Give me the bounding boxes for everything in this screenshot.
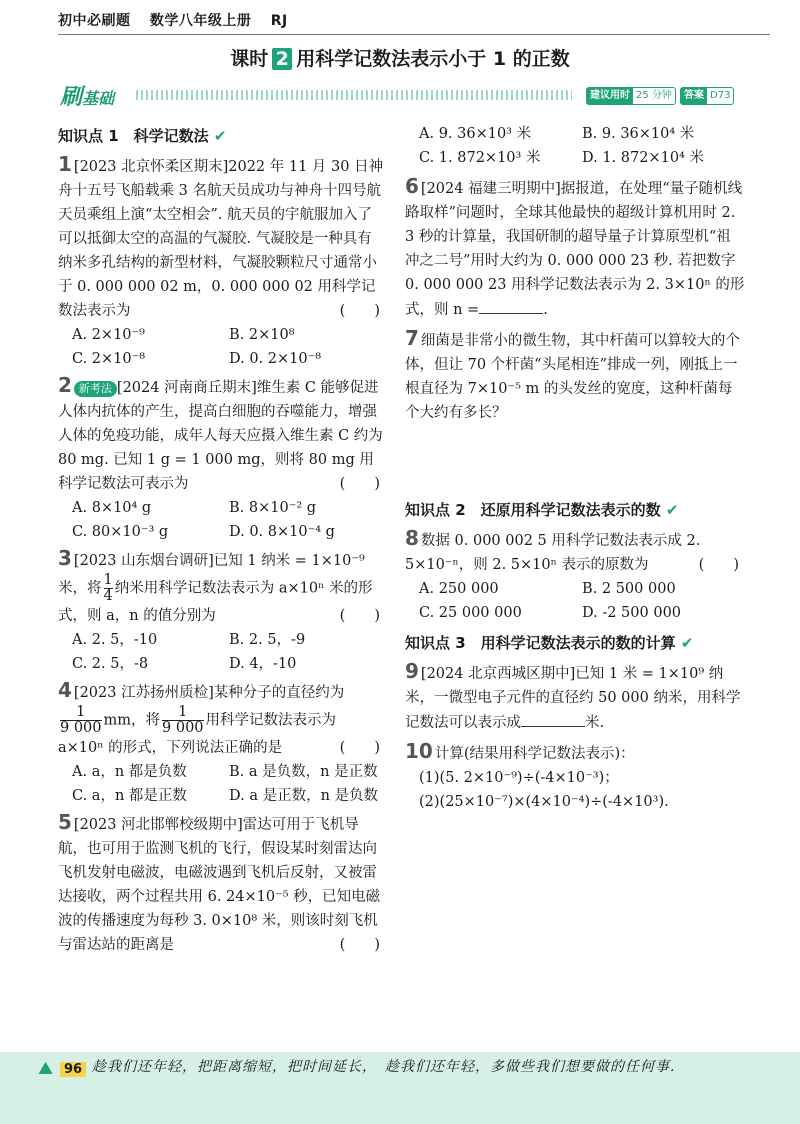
edition-name: RJ	[270, 13, 288, 29]
fraction-denominator: 9 000	[60, 720, 102, 736]
page-number: 96	[60, 1062, 86, 1077]
option-d: D. 0. 8×10⁻⁴ g	[229, 524, 335, 540]
lesson-prefix: 课时	[230, 48, 269, 70]
option-b: B. 2 500 000	[582, 581, 676, 597]
question-text: [2023 河北邯郸校级期中]雷达可用于飞机导航，也可用于监测飞机的飞行，假设某时刻雷达向飞机发射电磁波，电磁波遇到飞机后反射，又被雷达接收，两个过程共用 6. 24×10⁻⁵ 秒，已知电磁波的传播速度为每秒 3. 0×10⁸ 米，则该时刻飞机与雷达站的距离是	[58, 817, 381, 953]
option-d: D. 0. 2×10⁻⁸	[229, 351, 322, 367]
question-number: 6	[405, 174, 419, 198]
book-name: 初中必刷题	[58, 13, 131, 29]
band-stripes	[136, 90, 572, 100]
left-column	[58, 122, 386, 959]
question-text: 数据 0. 000 002 5 用科学记数法表示成 2. 5×10⁻ⁿ，则 2. 5×10ⁿ 表示的原数为	[405, 533, 701, 573]
sub-item-2: (2)(25×10⁻⁷)×(4×10⁻⁴)÷(-4×10³).	[419, 794, 669, 810]
knowledge-point-1	[58, 124, 386, 148]
option-d: D. 1. 872×10⁴ 米	[582, 150, 704, 166]
question-5	[58, 810, 386, 957]
question-end: 米.	[585, 715, 605, 731]
option-d: D. 4，-10	[229, 656, 297, 672]
check-icon: ✔	[213, 127, 227, 145]
option-a: A. 250 000	[419, 581, 499, 597]
kp3-title: 知识点 3 用科学记数法表示的数的计算	[405, 634, 676, 652]
question-7	[405, 326, 745, 496]
page-footer	[0, 1052, 800, 1124]
question-1	[58, 152, 386, 371]
time-value: 25 分钟	[636, 90, 672, 101]
answer-tag	[680, 87, 734, 105]
options	[405, 577, 745, 625]
question-number: 10	[405, 739, 433, 763]
fraction-denominator: 9 000	[162, 720, 204, 736]
fraction-numerator: 1	[162, 705, 204, 721]
sub-item-1: (1)(5. 2×10⁻⁹)÷(-4×10⁻³)；	[419, 770, 619, 786]
answer-blank	[521, 710, 585, 727]
option-d: D. -2 500 000	[582, 605, 682, 621]
question-end: .	[543, 302, 548, 318]
answer-value: D73	[710, 90, 731, 101]
option-b: B. 9. 36×10⁴ 米	[582, 126, 695, 142]
question-number: 4	[58, 678, 72, 702]
band-logo	[60, 80, 114, 110]
fraction	[162, 705, 204, 736]
answer-paren: ( )	[339, 608, 380, 624]
question-number: 9	[405, 659, 419, 683]
kp2-title: 知识点 2 还原用科学记数法表示的数	[405, 501, 661, 519]
question-text: [2024 福建三明期中]据报道，在处理“量子随机线路取样”问题时，全球其他最快的超级计算机用时 2. 3 秒的计算量，我国研制的超导量子计算原型机“祖冲之二号”用时大约为 0. 000 000 23 秒. 若把数字 0. 000 000 23 用科学记数法表示为 2. 3×10ⁿ 的形式，则 n =	[405, 181, 745, 318]
option-b: B. 2×10⁸	[229, 327, 295, 343]
section-band	[60, 80, 772, 110]
footer-motto: 趁我们还年轻，把距离缩短，把时间延长， 趁我们还年轻，多做些我们想要做的任何事.	[92, 1059, 676, 1075]
option-b: B. a 是负数，n 是正数	[229, 764, 378, 780]
question-number: 1	[58, 152, 72, 176]
options	[58, 323, 386, 371]
question-text: [2024 河南商丘期末]维生素 C 能够促进人体内抗体的产生，提高白细胞的吞噬能力，增强人体的免疫功能，成年人每天应摄入维生素 C 约为 80 mg. 已知 1 g = 1 000 mg，则将 80 mg 用科学记数法可表示为	[58, 380, 383, 492]
band-logo-char: 刷	[60, 85, 83, 110]
question-3	[58, 546, 386, 676]
fraction-numerator: 1	[103, 572, 113, 588]
options	[58, 496, 386, 544]
option-b: B. 8×10⁻² g	[229, 500, 317, 516]
question-number: 3	[58, 546, 72, 570]
time-tag	[586, 87, 676, 105]
lesson-title	[0, 44, 800, 71]
fraction-denominator: 4	[103, 588, 113, 604]
question-number: 5	[58, 810, 72, 834]
kp1-title: 知识点 1 科学记数法	[58, 127, 209, 145]
question-number: 2	[58, 373, 72, 397]
question-text: [2023 江苏扬州质检]某种分子的直径约为	[73, 685, 345, 701]
question-4	[58, 678, 386, 808]
question-text: [2024 北京西城区期中]已知 1 米 = 1×10⁹ 纳米，一微型电子元件的直径约 50 000 纳米，用科学记数法可以表示成	[405, 666, 741, 731]
answer-paren: ( )	[339, 303, 380, 319]
fraction-numerator: 1	[60, 705, 102, 721]
question-5-options	[405, 122, 745, 170]
option-a: A. 9. 36×10³ 米	[419, 126, 532, 142]
question-text: 计算(结果用科学记数法表示)：	[434, 746, 635, 762]
running-header	[58, 10, 302, 30]
answer-blank	[479, 297, 543, 314]
band-logo-sub: 基础	[82, 89, 115, 108]
question-text-cont: 纳米用科学记数法表示为 a×10ⁿ 米的形式，则 a，n 的值分别为	[58, 580, 373, 624]
question-text-cont: mm，将	[103, 712, 161, 729]
question-text: [2023 北京怀柔区期末]2022 年 11 月 30 日神舟十五号飞船载乘 3 名航天员成功与神舟十四号航天员乘组上演“太空相会”. 航天员的宇航服加入了可以抵御太空的高温的气凝胶. 气凝胶是一种具有纳米多孔结构的新型材料，气凝胶颗粒尺寸通常小于 0. 000 000 02 m，0. 000 000 02 用科学记数法表示为	[58, 159, 384, 319]
question-10	[405, 739, 745, 814]
option-c: C. 2. 5，-8	[72, 656, 149, 672]
time-label: 建议用时	[587, 88, 633, 104]
knowledge-point-3	[405, 631, 745, 655]
new-method-tag: 新考法	[74, 381, 117, 397]
check-icon: ✔	[680, 634, 694, 652]
options	[58, 628, 386, 676]
check-icon: ✔	[665, 501, 679, 519]
answer-paren: ( )	[698, 557, 739, 573]
leaf-icon: ⛰	[38, 1058, 54, 1079]
option-c: C. 1. 872×10³ 米	[419, 150, 541, 166]
subject-name: 数学八年级上册	[149, 13, 252, 29]
option-a: A. a，n 都是负数	[72, 764, 187, 780]
option-c: C. 25 000 000	[419, 605, 522, 621]
option-a: A. 2×10⁻⁹	[72, 327, 145, 343]
option-c: C. a，n 都是正数	[72, 788, 187, 804]
question-9	[405, 659, 745, 735]
answer-paren: ( )	[339, 937, 380, 953]
sub-items	[405, 766, 745, 814]
lesson-number: 2	[272, 48, 292, 70]
options	[58, 760, 386, 808]
option-b: B. 2. 5，-9	[229, 632, 306, 648]
answer-label: 答案	[681, 88, 707, 104]
option-c: C. 2×10⁻⁸	[72, 351, 146, 367]
right-column	[405, 122, 745, 816]
question-text: 细菌是非常小的微生物，其中杆菌可以算较大的个体，但让 70 个杆菌“头尾相连”排成一列，刚抵上一根直径为 7×10⁻⁵ m 的头发丝的宽度，这种杆菌每个大约有多长？	[405, 333, 740, 421]
option-c: C. 80×10⁻³ g	[72, 524, 169, 540]
header-rule	[58, 34, 770, 35]
question-8	[405, 526, 745, 625]
option-a: A. 2. 5，-10	[72, 632, 158, 648]
question-text-cont: 用科学记数法表示为 a×10ⁿ 的形式，下列说法正确的是	[58, 712, 337, 756]
answer-paren: ( )	[339, 740, 380, 756]
option-d: D. a 是正数，n 是负数	[229, 788, 379, 804]
question-6	[405, 174, 745, 322]
knowledge-point-2	[405, 498, 745, 522]
option-a: A. 8×10⁴ g	[72, 500, 152, 516]
fraction	[104, 573, 113, 604]
lesson-title-text: 用科学记数法表示小于 1 的正数	[296, 48, 570, 70]
fraction	[60, 705, 102, 736]
question-number: 7	[405, 326, 419, 350]
question-2	[58, 373, 386, 544]
answer-paren: ( )	[339, 476, 380, 492]
question-text: [2023 山东烟台调研]已知 1 纳米 = 1×10⁻⁹ 米，将	[58, 553, 365, 597]
question-number: 8	[405, 526, 419, 550]
